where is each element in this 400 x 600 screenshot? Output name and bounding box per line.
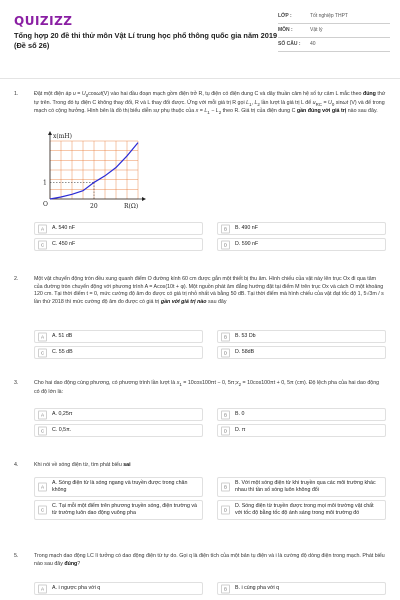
option-letter-badge: A xyxy=(38,410,47,419)
answer-option-c[interactable] xyxy=(34,424,203,437)
question-4 xyxy=(14,462,386,470)
question-2 xyxy=(14,276,386,306)
meta-key: LỚP : xyxy=(278,13,292,19)
answer-option-b[interactable] xyxy=(217,222,386,235)
option-letter-badge: B xyxy=(221,584,230,593)
logo: QUIZIZZ xyxy=(14,14,73,28)
x-axis-label: R(Ω) xyxy=(124,203,139,210)
question-number: 5. xyxy=(14,553,19,559)
option-letter-badge: C xyxy=(38,506,47,515)
answer-option-d[interactable] xyxy=(217,424,386,437)
question-text: Cho hai dao động cùng phương, có phương trình lần lượt là $x_1 = 10\cos 100\pi t - 0$, $5\pi;x_2 = 10\cos 100\pi t + 0$, 5π (cm). Độ lệch pha của hai dao động có độ lớn là: xyxy=(34,380,380,395)
question-1 xyxy=(14,91,386,117)
option-letter-badge: A xyxy=(38,483,47,492)
option-text: B. 53 Db xyxy=(235,333,256,339)
option-letter-badge: B xyxy=(221,483,230,492)
option-letter-badge: D xyxy=(221,426,230,435)
option-letter-badge: D xyxy=(221,348,230,357)
answer-option-d[interactable] xyxy=(217,238,386,251)
option-letter-badge: A xyxy=(38,224,47,233)
meta-row xyxy=(278,38,390,52)
option-text: A. 51 dB xyxy=(52,333,73,339)
option-letter-badge: C xyxy=(38,348,47,357)
question-1-options xyxy=(34,222,386,251)
option-text: B. 0 xyxy=(235,411,245,417)
meta-value: Vật lý xyxy=(310,27,323,33)
meta-key: SỐ CÂU : xyxy=(278,41,301,47)
question-text: Đặt một điện áp $u = U_0\cos\omega t(V)$ vào hai đầu đoạn mạch gồm điện trở R, tụ điện có điện dung C và dây thuần cảm hệ số tự cảm L mắc theo đúng thứ tự trên. Trong đó tụ điện C không thay đổi, R và L thay đổi được. Ứng với mỗi giá trị R gọi $L_1$, $L_2$ lần lượt là giá trị L để $u_{RC} = U_0$ sinωt (V) và để trong mạch có cộng hưởng. Hình bên là đồ thị biểu diễn sự phụ thuộc của $x = L_1 - L_2$ theo R. Giá trị của điện dung C gần đúng với giá trị nào sau đây. xyxy=(34,91,386,116)
option-text: D. Sóng điện từ truyền được trong mọi môi trường vật chất với tốc độ bằng tốc độ ánh sáng trong môi trường đó xyxy=(235,503,374,516)
x-axis-arrow xyxy=(142,197,146,201)
answer-option-d[interactable] xyxy=(217,346,386,359)
question-number: 1. xyxy=(14,91,19,97)
answer-option-b[interactable] xyxy=(217,477,386,497)
meta-key: MÔN : xyxy=(278,27,293,33)
question-text: Trong mạch dao động LC lí tưởng có dao động điện từ tự do. Gọi q là điện tích của một bản tụ điện và i là cường độ dòng điện trong mạch. Phát biểu nào sau đây đúng? xyxy=(34,553,385,567)
option-text: B. Với một sóng điện từ khi truyền qua các môi trường khác nhau thì tần số sóng luôn không đổi xyxy=(235,480,376,493)
meta-value: 40 xyxy=(310,41,316,47)
answer-option-a[interactable] xyxy=(34,582,203,595)
answer-option-c[interactable] xyxy=(34,238,203,251)
meta-row xyxy=(278,10,390,24)
question-3 xyxy=(14,380,386,396)
question-3-options xyxy=(34,408,386,437)
question-number: 4. xyxy=(14,462,19,468)
option-letter-badge: C xyxy=(38,426,47,435)
y-axis-label: x(mH) xyxy=(53,133,72,140)
x-tick-label: 20 xyxy=(90,203,98,210)
answer-option-a[interactable] xyxy=(34,408,203,421)
answer-option-b[interactable] xyxy=(217,330,386,343)
question-number: 2. xyxy=(14,276,19,282)
option-text: D. 58dB xyxy=(235,349,255,355)
option-text: A. Sóng điện từ là sóng ngang và truyền được trong chân không xyxy=(52,480,188,493)
option-text: A. 540 nF xyxy=(52,225,75,231)
header-divider xyxy=(0,78,400,79)
question-2-options xyxy=(34,330,386,359)
option-letter-badge: D xyxy=(221,240,230,249)
meta-value: Tốt nghiệp THPT xyxy=(310,13,348,19)
option-text: A. 0,25π xyxy=(52,411,73,417)
meta-table xyxy=(278,10,390,52)
option-text: C. 450 nF xyxy=(52,241,76,247)
option-letter-badge: B xyxy=(221,332,230,341)
option-text: B. i cùng pha với q xyxy=(235,585,280,591)
answer-option-a[interactable] xyxy=(34,330,203,343)
question-1-chart xyxy=(32,133,150,211)
question-number: 3. xyxy=(14,380,19,386)
option-letter-badge: B xyxy=(221,410,230,419)
option-letter-badge: C xyxy=(38,240,47,249)
option-text: D. π xyxy=(235,427,246,433)
answer-option-b[interactable] xyxy=(217,408,386,421)
question-text: Khi nói về sóng điện từ, tìm phát biểu sai xyxy=(34,462,131,468)
option-letter-badge: A xyxy=(38,332,47,341)
y-axis-arrow xyxy=(48,131,52,135)
y-tick-label: 1 xyxy=(43,179,47,187)
answer-option-c[interactable] xyxy=(34,346,203,359)
answer-option-d[interactable] xyxy=(217,500,386,520)
answer-option-a[interactable] xyxy=(34,477,203,497)
option-letter-badge: B xyxy=(221,224,230,233)
answer-option-a[interactable] xyxy=(34,222,203,235)
answer-option-b[interactable] xyxy=(217,582,386,595)
option-text: C. 55 dB xyxy=(52,349,73,355)
origin-label: O xyxy=(43,201,48,208)
option-text: A. i ngược pha với q xyxy=(52,585,101,591)
answer-option-c[interactable] xyxy=(34,500,203,520)
page-title: Tổng hợp 20 đề thi thử môn Vật Lí trung học phổ thông quốc gia năm 2019 (Đề số 26) xyxy=(14,31,278,50)
option-text: D. 590 nF xyxy=(235,241,259,247)
option-text: C. 0,5π. xyxy=(52,427,72,433)
question-5 xyxy=(14,553,386,568)
question-5-options xyxy=(34,582,386,595)
option-letter-badge: D xyxy=(221,506,230,515)
option-text: C. Tại mỗi một điểm trên phương truyền sóng, điện trường và từ trường luôn dao động vuông pha xyxy=(52,503,197,516)
question-4-options xyxy=(34,477,386,520)
option-letter-badge: A xyxy=(38,584,47,593)
meta-row xyxy=(278,24,390,38)
chart-svg xyxy=(32,133,150,211)
option-text: B. 490 nF xyxy=(235,225,258,231)
question-text: Một vật chuyển động tròn đều xung quanh điểm O đường kính 60 cm được gắn một thiết bị thu âm. Hình chiếu của vật này lên trục Ox đi qua tâm của đường tròn chuyển động với phương trình A = Acos(10t + φ). Một nguồn phát âm đẳng hướng đặt tại điểm M trên trục Ox và cách O một khoảng 120 cm. Tại thời điểm t = 0, mức cường độ âm đo được có giá trị nhỏ nhất và bằng 50 dB. Tại thời điểm mà hình chiếu của vật đạt tốc độ 1, 5√3m / s lần thứ 2018 thì mức cường độ âm đo được có giá trị gần với giá trị nào sau đây xyxy=(34,276,384,305)
